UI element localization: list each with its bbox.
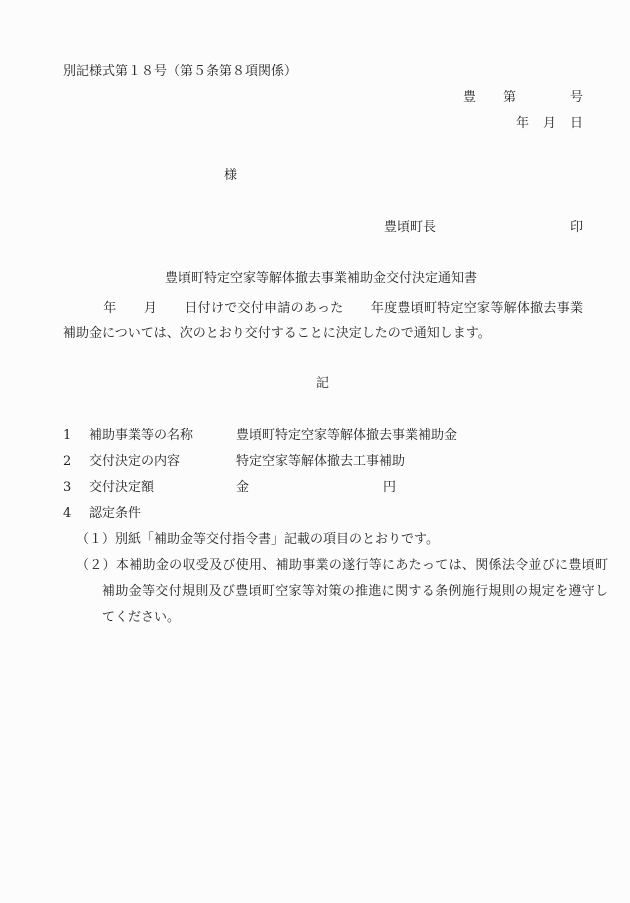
date-year: 年 (516, 116, 530, 131)
condition-2 (76, 553, 608, 631)
item-value: 豊頃町特定空家等解体撤去事業補助金 (236, 428, 458, 443)
seal-mark: 印 (570, 220, 584, 235)
item-number: 4 (63, 506, 72, 521)
addressee-suffix: 様 (224, 168, 238, 183)
body-month: 月 (143, 301, 158, 316)
body-year: 年 (103, 301, 117, 316)
item-unit: 円 (383, 480, 397, 495)
document-number-prefix: 豊 (463, 90, 477, 105)
item-label: 交付決定額 (89, 480, 155, 495)
body-text-date: 日付けで交付申請のあった (184, 301, 344, 316)
item-label: 認定条件 (89, 506, 142, 521)
issuer-name: 豊頃町長 (384, 220, 437, 235)
item-number: 1 (63, 428, 72, 443)
document-title: 豊頃町特定空家等解体撤去事業補助金交付決定通知書 (165, 271, 478, 286)
item-number: 3 (63, 480, 72, 495)
item-label: 補助事業等の名称 (89, 428, 194, 443)
item-value: 特定空家等解体撤去工事補助 (236, 454, 406, 469)
item-value: 金 (236, 480, 250, 495)
condition-text: 本補助金の収受及び使用、補助事業の遂行等にあたっては、関係法令並びに豊頃町補助金等交付規則及び豊頃町空家等対策の推進に関する条例施行規則の規定を遵守してください。 (102, 558, 608, 625)
body-paragraph (63, 296, 583, 346)
item-label: 交付決定の内容 (89, 454, 181, 469)
document-number-go: 号 (570, 90, 584, 105)
document-number-dai: 第 (503, 90, 517, 105)
body-text-main: 年度豊頃町特定空家等解体撤去事業補助金については、次のとおり交付することに決定したので通知します。 (63, 301, 583, 341)
condition-1 (76, 527, 582, 553)
form-number: 別記様式第１８号（第５条第８項関係） (63, 64, 298, 79)
ki-heading: 記 (316, 376, 330, 391)
condition-number: （１） (76, 532, 116, 547)
condition-text: 別紙「補助金等交付指令書」記載の項目のとおりです。 (115, 532, 439, 547)
date-month: 月 (543, 116, 557, 131)
item-number: 2 (63, 454, 72, 469)
condition-number: （２） (76, 558, 116, 573)
date-day: 日 (570, 116, 584, 131)
